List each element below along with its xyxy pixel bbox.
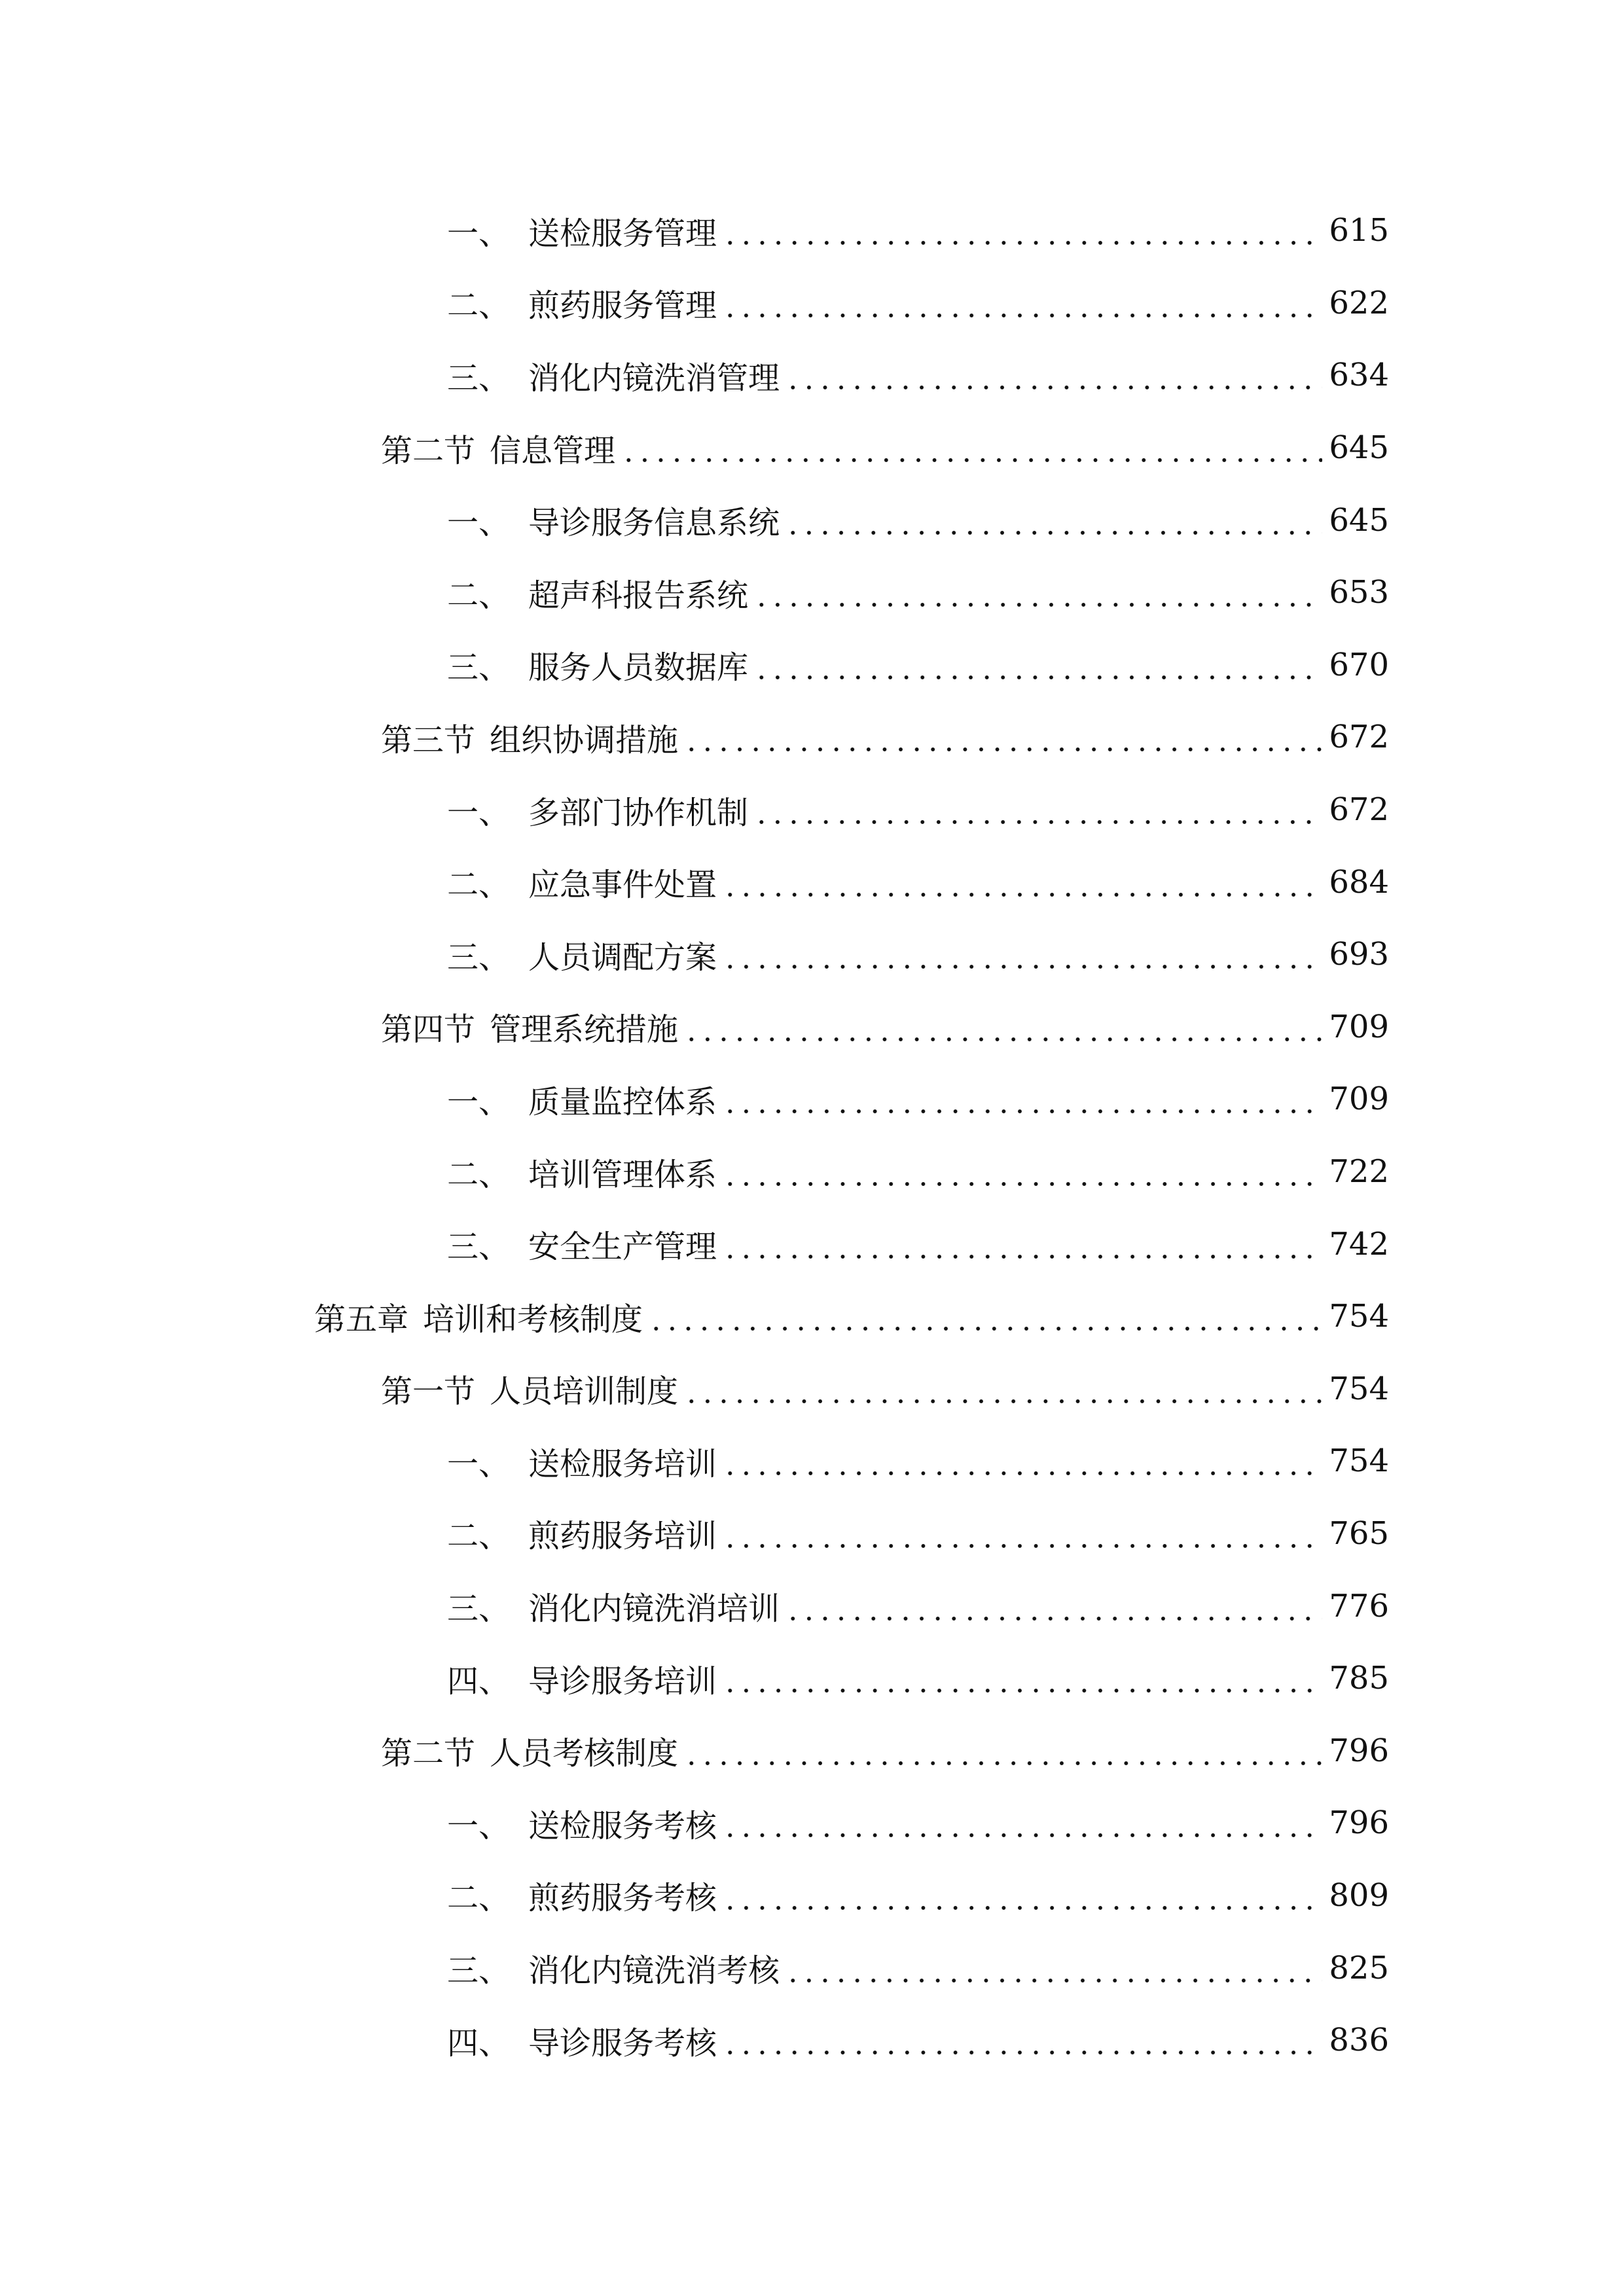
toc-entry-title: 超声科报告系统	[528, 577, 749, 614]
toc-entry-item[interactable]	[0, 1498, 1624, 1570]
toc-entry-title: 消化内镜洗消培训	[528, 1590, 780, 1628]
toc-entry-title: 煎药服务培训	[528, 1518, 717, 1555]
toc-entry-number: 一、	[447, 1445, 511, 1482]
toc-entry-page-number: 645	[1329, 501, 1389, 539]
toc-entry-title: 培训管理体系	[528, 1156, 717, 1193]
toc-entry-number: 第二节	[381, 1735, 476, 1772]
toc-entry-page-number: 645	[1329, 429, 1389, 467]
dot-leader	[722, 1880, 1322, 1911]
toc-entry-page-number: 670	[1329, 646, 1389, 683]
toc-entry-item[interactable]	[0, 2004, 1624, 2077]
toc-entry-number: 三、	[447, 1229, 511, 1266]
dot-leader	[722, 1445, 1322, 1477]
toc-entry-item[interactable]	[0, 556, 1624, 629]
dot-leader	[722, 1156, 1322, 1187]
toc-entry-title: 人员考核制度	[490, 1735, 679, 1772]
toc-entry-page-number: 742	[1329, 1225, 1389, 1263]
toc-entry-page-number: 622	[1329, 284, 1389, 321]
toc-entry-item[interactable]	[0, 484, 1624, 556]
toc-entry-item[interactable]	[0, 1570, 1624, 1642]
toc-entry-page-number: 754	[1329, 1370, 1389, 1407]
toc-entry-item[interactable]	[0, 1208, 1624, 1280]
toc-entry-page-number: 785	[1329, 1660, 1389, 1697]
toc-entry-title: 煎药服务管理	[528, 287, 717, 325]
toc-entry-title: 消化内镜洗消管理	[528, 359, 780, 397]
dot-leader	[722, 1662, 1322, 1694]
toc-entry-page-number: 672	[1329, 791, 1389, 829]
toc-entry-title: 送检服务培训	[528, 1445, 717, 1482]
toc-entry-item[interactable]	[0, 1931, 1624, 2004]
toc-entry-page-number: 754	[1329, 1298, 1389, 1335]
toc-entry-number: 三、	[447, 359, 511, 397]
toc-entry-page-number: 634	[1329, 357, 1389, 394]
toc-entry-item[interactable]	[0, 1787, 1624, 1859]
toc-entry-item[interactable]	[0, 774, 1624, 846]
dot-leader	[722, 1807, 1322, 1839]
toc-entry-title: 导诊服务考核	[528, 2024, 717, 2062]
toc-entry-number: 二、	[447, 577, 511, 614]
toc-entry-page-number: 796	[1329, 1732, 1389, 1769]
dot-leader	[753, 649, 1322, 681]
toc-entry-section[interactable]	[0, 991, 1624, 1064]
toc-entry-title: 人员调配方案	[528, 939, 717, 976]
dot-leader	[722, 2024, 1322, 2056]
toc-entry-title: 多部门协作机制	[528, 794, 749, 831]
toc-entry-number: 四、	[447, 2024, 511, 2062]
dot-leader	[785, 1952, 1322, 1984]
toc-entry-page-number: 825	[1329, 1949, 1389, 1986]
dot-leader	[785, 359, 1322, 391]
toc-entry-number: 三、	[447, 649, 511, 687]
toc-entry-number: 二、	[447, 1880, 511, 1917]
toc-entry-page-number: 653	[1329, 574, 1389, 611]
dot-leader	[683, 721, 1322, 753]
toc-entry-title: 安全生产管理	[528, 1229, 717, 1266]
toc-entry-title: 煎药服务考核	[528, 1880, 717, 1917]
toc-entry-page-number: 615	[1329, 212, 1389, 249]
dot-leader	[722, 215, 1322, 246]
toc-entry-title: 组织协调措施	[490, 721, 679, 759]
toc-entry-title: 送检服务考核	[528, 1807, 717, 1844]
toc-entry-item[interactable]	[0, 1642, 1624, 1715]
dot-leader	[722, 1229, 1322, 1260]
toc-entry-page-number: 709	[1329, 1008, 1389, 1045]
toc-entry-number: 第二节	[381, 432, 476, 469]
toc-entry-chapter[interactable]	[0, 1280, 1624, 1353]
dot-leader	[722, 287, 1322, 319]
toc-entry-item[interactable]	[0, 1136, 1624, 1208]
toc-entry-title: 人员培训制度	[490, 1373, 679, 1410]
toc-entry-item[interactable]	[0, 1859, 1624, 1932]
toc-entry-title: 消化内镜洗消考核	[528, 1952, 780, 1990]
toc-entry-number: 二、	[447, 1518, 511, 1555]
dot-leader	[722, 1518, 1322, 1549]
toc-entry-title: 应急事件处置	[528, 867, 717, 904]
dot-leader	[683, 1735, 1322, 1767]
dot-leader	[722, 1083, 1322, 1115]
toc-entry-page-number: 836	[1329, 2022, 1389, 2059]
dot-leader	[753, 577, 1322, 608]
toc-entry-section[interactable]	[0, 1353, 1624, 1426]
toc-entry-number: 一、	[447, 1807, 511, 1844]
toc-entry-page-number: 754	[1329, 1443, 1389, 1480]
toc-entry-page-number: 765	[1329, 1515, 1389, 1552]
toc-entry-page-number: 672	[1329, 719, 1389, 756]
toc-entry-item[interactable]	[0, 918, 1624, 991]
toc-entry-number: 三、	[447, 1590, 511, 1628]
toc-entry-title: 质量监控体系	[528, 1083, 717, 1121]
toc-entry-item[interactable]	[0, 1063, 1624, 1136]
toc-entry-number: 一、	[447, 794, 511, 831]
toc-entry-section[interactable]	[0, 1714, 1624, 1787]
toc-entry-item[interactable]	[0, 339, 1624, 412]
toc-entry-number: 三、	[447, 939, 511, 976]
toc-entry-title: 管理系统措施	[490, 1011, 679, 1049]
toc-entry-title: 送检服务管理	[528, 215, 717, 252]
toc-entry-number: 二、	[447, 1156, 511, 1193]
toc-entry-item[interactable]	[0, 267, 1624, 340]
toc-entry-number: 一、	[447, 505, 511, 542]
toc-entry-number: 一、	[447, 215, 511, 252]
toc-entry-page-number: 796	[1329, 1804, 1389, 1842]
toc-entry-title: 信息管理	[490, 432, 616, 469]
toc-entry-page-number: 693	[1329, 936, 1389, 973]
toc-entry-page-number: 709	[1329, 1081, 1389, 1118]
table-of-contents	[0, 194, 1624, 2076]
toc-entry-section[interactable]	[0, 412, 1624, 484]
toc-entry-number: 第一节	[381, 1373, 476, 1410]
toc-entry-number: 二、	[447, 287, 511, 325]
dot-leader	[722, 867, 1322, 898]
toc-entry-number: 第三节	[381, 721, 476, 759]
dot-leader	[753, 794, 1322, 825]
dot-leader	[683, 1011, 1322, 1043]
toc-entry-number: 二、	[447, 867, 511, 904]
toc-entry-number: 第五章	[314, 1300, 409, 1338]
toc-entry-item[interactable]	[0, 194, 1624, 267]
toc-entry-item[interactable]	[0, 1425, 1624, 1498]
dot-leader	[648, 1300, 1322, 1332]
toc-entry-title: 导诊服务培训	[528, 1662, 717, 1700]
toc-entry-page-number: 776	[1329, 1587, 1389, 1624]
dot-leader	[785, 505, 1322, 536]
toc-entry-section[interactable]	[0, 701, 1624, 774]
toc-entry-page-number: 722	[1329, 1153, 1389, 1191]
toc-entry-page-number: 684	[1329, 863, 1389, 901]
toc-entry-number: 三、	[447, 1952, 511, 1990]
dot-leader	[722, 939, 1322, 970]
toc-entry-item[interactable]	[0, 846, 1624, 918]
toc-entry-title: 服务人员数据库	[528, 649, 749, 687]
toc-entry-title: 导诊服务信息系统	[528, 505, 780, 542]
toc-entry-number: 一、	[447, 1083, 511, 1121]
dot-leader	[785, 1590, 1322, 1622]
toc-entry-number: 第四节	[381, 1011, 476, 1049]
dot-leader	[683, 1373, 1322, 1405]
toc-entry-page-number: 809	[1329, 1876, 1389, 1914]
toc-entry-item[interactable]	[0, 629, 1624, 702]
dot-leader	[621, 432, 1322, 463]
toc-entry-title: 培训和考核制度	[423, 1300, 643, 1338]
toc-entry-number: 四、	[447, 1662, 511, 1700]
